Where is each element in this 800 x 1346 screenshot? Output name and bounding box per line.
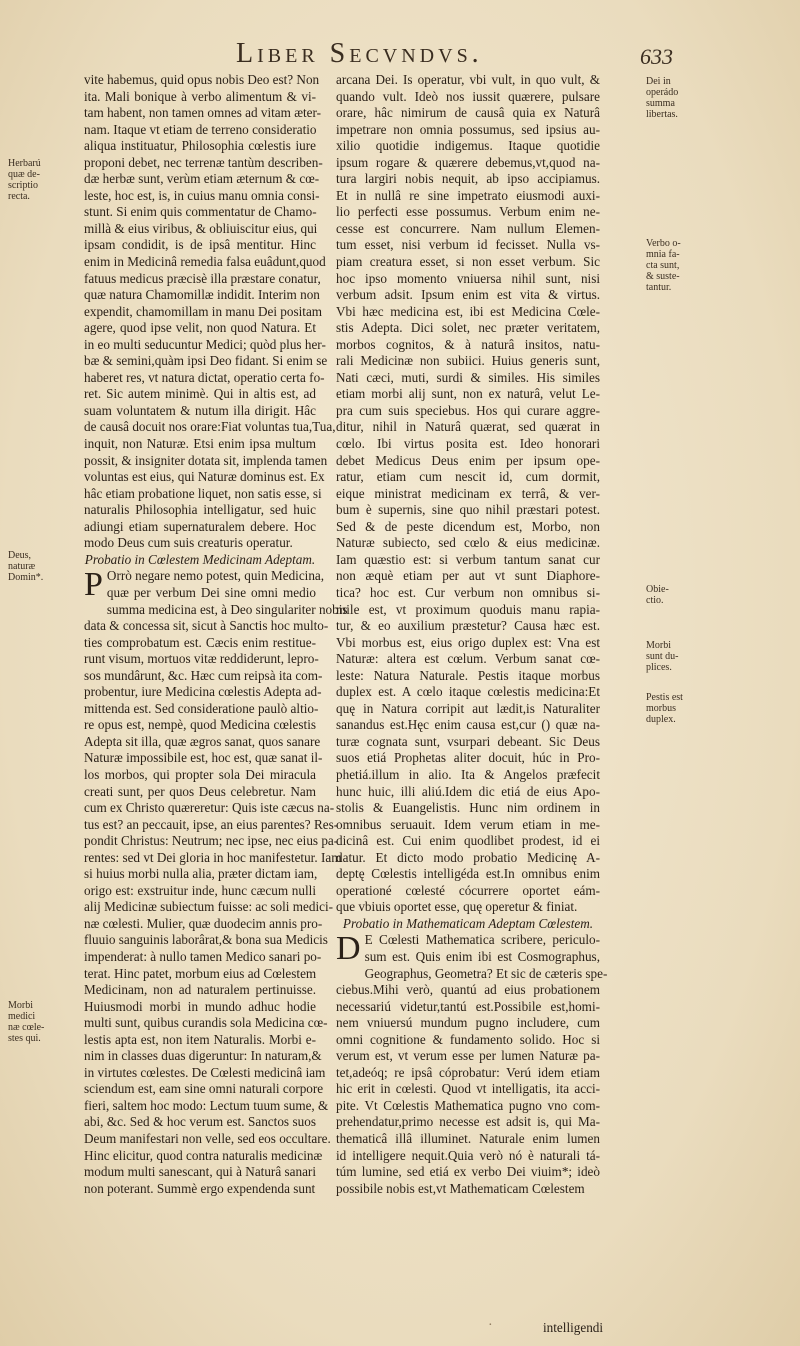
text-line: suos etiá Prophetas aliter docuit, húc in Pro- (336, 750, 600, 766)
text-line: ipsum rogare & quærere debemus,vt,quod na- (336, 154, 600, 170)
margin-note-line: tantur. (646, 282, 672, 293)
text-line: Naturæ: altera est cœlum. Verbum sanat cœ- (336, 651, 600, 667)
text-line: fluuio sanguinis laborârat,& bona sua Medicis (84, 932, 328, 948)
text-line: leste, hoc est, is, in cuius manu omnia consi- (84, 187, 320, 203)
text-line: turæ cognata sunt, vsurpari debeant. Sic Deus (336, 733, 600, 749)
text-line: deptę Cœlestis intelligéda est.In omnibus enim (336, 866, 600, 882)
text-line: hâc etiam probatione liquet, non satis esse, si (84, 485, 322, 501)
text-line: tura largiri nobis nequit, ab ipso accipiamus. (336, 171, 600, 187)
margin-note-line: ctio. (646, 595, 664, 606)
text-line: adiungi etiam supernaturalem debere. Hoc (84, 518, 316, 534)
text-line: Vbi morbus est, eius origo duplex est: Vna est (336, 634, 600, 650)
margin-note-line: cta sunt, (646, 260, 680, 271)
text-line: vite habemus, quid opus nobis Deo est? Non (84, 72, 320, 87)
margin-note-deus (8, 550, 78, 583)
text-line: Sed & de peste dicendum est, Morbo, non (336, 518, 600, 534)
text-line: de causâ docuit nos orare:Fiat voluntas tua,Tua, (84, 419, 336, 435)
text-line: sos mundârunt, &c. Hæc cum reipsà ita com- (84, 667, 323, 683)
text-line: Huiusmodi morbi in mundo adhuc hodie (84, 998, 316, 1014)
text-line: etiam morbi alij sunt, non ex naturâ, velut Le- (336, 386, 600, 402)
text-line: inquit, non Naturæ. Etsi enim ipsa multum (84, 436, 316, 452)
margin-note-line: operádo (646, 87, 679, 98)
text-line: fieri, saltem hoc modo: Lectum tuum sume, & (84, 1097, 329, 1113)
margin-note-line: Morbi (8, 1000, 33, 1011)
margin-note-line: mnia fa- (646, 249, 680, 260)
text-line: omnibus seruauit. Idem verum etiam in me- (336, 816, 600, 832)
text-line: summa medicina est, à Deo singulariter nobis (106, 601, 348, 617)
text-line: stolis & Euangelistis. Hunc nim ordinem in (336, 800, 600, 816)
text-line: modo Deus cum suis creaturis operatur. (84, 535, 293, 551)
text-line: creati sunt, per quos Deus celebretur. Nam (84, 783, 316, 799)
text-line: in eo multi seducuntur Medici; quòd plus her- (84, 336, 326, 352)
text-line: arcana Dei. Is operatur, vbi vult, in quo vult, & (336, 72, 600, 87)
text-line: piam creatura esset, si non esset verbum. Sic (336, 254, 600, 270)
text-line: multi sunt, quibus curandis sola Medicina cœ- (84, 1015, 328, 1031)
margin-note-line: quæ de- (8, 169, 40, 180)
drop-cap: P (84, 566, 103, 604)
text-line: ita. Mali bonique à verbo alimentum & vi- (84, 88, 316, 104)
margin-note-line: Domin*. (8, 572, 44, 583)
text-line: Adepta sit illa, quæ ægros sanat, quos sanare (84, 733, 321, 749)
text-line: re opus est, nempè, quod Medicina cœlestis (84, 717, 316, 733)
text-line: terat. Hinc patet, morbum eius ad Cœlestem (84, 965, 317, 981)
text-line: cum ex Christo quæreretur: Quis iste cæcus na- (84, 800, 335, 816)
text-line: lestis apta est, non item Naturalis. Morbi e- (84, 1031, 316, 1047)
margin-note-line: plices. (646, 662, 672, 673)
text-line: sum est. Quis enim ibi est Cosmographus, (364, 948, 600, 964)
text-line: ret. Sic autem minimè. Qui in altis est, ad (84, 386, 316, 402)
margin-note-line: scriptio (8, 180, 38, 191)
margin-note-line: duplex. (646, 714, 676, 725)
text-line: ipsam condidit, is de ipsâ mentitur. Hinc (84, 237, 316, 253)
text-line: non æquè etiam per aut vt sunt Diaphore- (336, 568, 600, 584)
text-line: haberet res, vt natura dictat, operatio certa fo- (84, 369, 325, 385)
margin-note-line: medici (8, 1011, 36, 1022)
margin-note-line: Herbarú (8, 158, 41, 169)
margin-note-line: Morbi (646, 640, 671, 651)
left-text-column (84, 72, 348, 1197)
right-text-column (336, 72, 608, 1197)
margin-note-line: Dei in (646, 76, 671, 87)
text-line: orare, hâc nimirum de causâ quia ex Naturâ (336, 105, 600, 121)
margin-note-line: Deus, (8, 550, 32, 561)
text-line: suam voluntatem & nutum illa dirigit. Hâc (84, 402, 316, 418)
text-line: morbos cognitos, & à naturâ insitos, natu- (336, 336, 600, 352)
text-line: quę in Natura corripit aut lædit,is Naturaliter (336, 700, 600, 716)
running-head: Liber Secvndvs. (236, 38, 483, 69)
text-line: enim in Medicinâ remedia falsa euâdunt,quod (84, 254, 326, 270)
text-line: pite. Vt Cœlestis Mathematica pugno vno com- (336, 1097, 600, 1113)
text-line: næ cœlesti. Mulier, quæ duodecim annis pro- (84, 915, 323, 931)
margin-note-line: Obie- (646, 584, 669, 595)
margin-note-line: morbus (646, 703, 676, 714)
text-line: que vbiuis oportet esse, quę operetur & finiat. (336, 899, 578, 915)
text-line: fatuus medicus præcisè illa præstare conatur, (84, 270, 321, 286)
text-line: data & concessa sit, sicut à Sanctis hoc multo- (84, 618, 329, 634)
text-line: necessariú videtur,tantú est.Possibile est,homi- (336, 998, 600, 1014)
text-line: Naturæ impossibile est, hoc est, quæ sanat il- (84, 750, 323, 766)
text-line: D E Cœlesti Mathematica scribere, periculo- (336, 930, 600, 968)
text-line: hic erit in cœlesti. Quod vt intelligatis, ita acci- (336, 1081, 600, 1097)
margin-note-dei (646, 76, 716, 120)
page-header (0, 38, 800, 74)
text-line: non poterant. Summè ergo expendenda sunt (84, 1180, 316, 1196)
margin-note-line: næ cœle- (8, 1022, 45, 1033)
text-line: possibile nobis est,vt Mathematicam Cœlestem (336, 1180, 585, 1196)
section-heading: Probatio in Cœlestem Medicinam Adeptam. (84, 551, 316, 567)
text-line: los morbos, qui propter sola Dei miracula (84, 766, 316, 782)
margin-note-obiectio (646, 584, 716, 606)
text-line: tet,adeóq; re ipsâ cóprobatur: Verú idem etiam (336, 1064, 600, 1080)
margin-note-line: summa (646, 98, 675, 109)
text-line: ratur, etiam cum nescit id, cum dormit, (336, 469, 600, 485)
text-line: Hinc elicitur, quod contra naturalis medicinæ (84, 1147, 323, 1163)
text-line: probentur, iure Medicina cœlestis Adepta ad- (84, 684, 322, 700)
text-line: phetiá.illum in alio. Ita & Angelos præfecit (336, 766, 600, 782)
text-line: leste: Natura Naturale. Pestis itaque morbus (336, 667, 600, 683)
text-line: dicinâ est. Cui enim quodlibet prodest, id ei (336, 833, 600, 849)
margin-note-verbo (646, 238, 716, 293)
margin-note-morbi (8, 1000, 78, 1044)
margin-note-line: Verbo o- (646, 238, 681, 249)
margin-note-herbarum (8, 158, 78, 202)
text-line: P Orrò negare nemo potest, quin Medicina, (84, 566, 325, 604)
text-line: possit, & insigniter dotata sit, implenda tamen (84, 452, 328, 468)
text-line: duplex est. A cœlo itaque cœlestis medicina:Et (336, 684, 600, 700)
text-line: bæ & semini,quàm ipsi Deo fidant. Si enim se (84, 353, 328, 369)
margin-note-pestis (646, 692, 716, 725)
text-line: cœlo. Ibi virtus posita est. Ideo honorari (336, 436, 600, 452)
text-line: alij Medicinæ subiectum fuisse: ac soli medici- (84, 899, 334, 915)
text-line: nam. Itaque vt etiam de terreno consideratio (84, 121, 317, 137)
text-line: omni cognitione & fundamento solido. Hoc si (336, 1031, 600, 1047)
text-line: ciebus.Mihi verò, quantú ad eius probationem (336, 982, 600, 998)
text-line: rentes: sed vt Dei gloria in hoc manifestetur. Iam (84, 849, 342, 865)
margin-note-line: naturæ (8, 561, 36, 572)
text-line: id intelligere nequit.Quia verò nó è naturali tá- (336, 1147, 600, 1163)
text-line: Vbi hæc medicina est, ibi est Medicina Cœle- (336, 303, 600, 319)
text-line: voluntas est eius, qui Naturæ dominus est. Ex (84, 469, 325, 485)
text-line: naturalis Philosophia intelligatur, sed huic (84, 502, 316, 518)
text-line: origo est: exstruitur inde, hunc cæcum nulli (84, 882, 316, 898)
text-line: tica? hoc est. Cur verbum non omnibus si- (336, 584, 600, 600)
text-line: Nati cæci, muti, surdi & similes. His similes (336, 369, 600, 385)
text-line: prehendatur,primo necesse est adsit is, qui Ma- (336, 1114, 600, 1130)
text-line: ties comprobatum est. Cæcis enim restitue- (84, 634, 316, 650)
text-line: dæ herbæ sunt, verùm etiam æternum & cœ- (84, 171, 320, 187)
text-line: operationé cœlesté cócurrere oportet eám- (336, 882, 600, 898)
text-line: modum multi sanescant, qui à Naturâ sanari (84, 1164, 316, 1180)
margin-note-morbi-duplices (646, 640, 716, 673)
text-line: proponi debet, nec terrenæ tantùm describen- (84, 154, 323, 170)
text-line: bum è supernis, sine quo nihil præstari potest. (336, 502, 600, 518)
text-line: datur. Et dicto modo probatio Medicinę A- (336, 849, 600, 865)
text-line: quando vult. Ideò nos iussit quærere, pulsare (336, 88, 600, 104)
text-line: Naturæ subiecto, sed cœlo & eius medicinæ. (336, 535, 600, 551)
text-line: pra cum suis speciebus. Hos qui curare aggre- (336, 402, 600, 418)
text-line: xilio quotidie indigemus. Itaque quotidie (336, 138, 600, 154)
text-line: verum est, vt verum esse per lumen Naturæ pa- (336, 1048, 600, 1064)
text-line: millà & eius viribus, & obliuiscitur eius, qui (84, 220, 318, 236)
text-line: Iam quæstio est: si verbum tantum sanat cur (336, 551, 600, 567)
margin-note-line: Pestis est (646, 692, 683, 703)
text-line: Deum manifestari non velle, sed eos occultare. (84, 1131, 331, 1146)
text-line: Et in nullâ re sine impetrato eiusmodi auxi- (336, 187, 600, 203)
text-line: rali Medicinæ non subiici. Huius generis sunt, (336, 353, 600, 369)
text-line: nim in classes duas digeruntur: In naturam,& (84, 1048, 322, 1064)
text-line: impetrare non omnia possumus, sed ipsius au- (336, 121, 600, 137)
text-line: verbum adsit. Ipsum enim est vita & virtus. (336, 287, 600, 303)
text-line: eique ministrat medicinam ex terrâ, & ver- (336, 485, 600, 501)
ink-speck: · (488, 1318, 493, 1333)
text-line: sciendum est, eam sine omni naturali corpore (84, 1081, 324, 1097)
margin-note-line: libertas. (646, 109, 678, 120)
margin-note-line: recta. (8, 191, 30, 202)
text-line: tam habent, non tamen omnes ad vitam æter- (84, 105, 322, 121)
text-line: hunc huic, illi aliú.Idem dic etiá de eius Apo- (336, 783, 600, 799)
margin-note-line: sunt du- (646, 651, 679, 662)
text-line: mittenda est. Sed consideratione paulò altio- (84, 700, 319, 716)
text-line: tur, & eo auxilium præstetur? Causa hæc est. (336, 618, 600, 634)
text-line: agere, quod ipse velit, non quod Natura. Et (84, 320, 316, 336)
text-line: tus est? an peccauit, ipse, an eius parentes? Res- (84, 816, 339, 832)
text-line: runt visum, mortuos vitæ reddiderunt, lepro- (84, 651, 319, 667)
text-line: pondit Christus: Neutrum; nec ipse, nec eius pa- (84, 833, 339, 849)
text-line: si huius morbi nulla alia, præter dictam iam, (84, 866, 318, 882)
catchword: intelligendi (543, 1320, 604, 1335)
text-line: túm lumine, sed etiá ex verbo Dei viuim*; ideò (336, 1164, 600, 1180)
text-line: stunt. Si enim quis commentatur de Chamo- (84, 204, 317, 220)
text-line: thematicâ illâ illuminet. Naturale enim lumen (336, 1131, 600, 1146)
text-line: aliqua instituatur, Philosophia cœlestis iure (84, 138, 316, 154)
section-heading: Probatio in Mathematicam Adeptam Cœlestem. (342, 915, 594, 931)
text-line: hoc ipso momento vniuersa nihil sunt, nisi (336, 270, 600, 286)
margin-note-line: & suste- (646, 271, 680, 282)
margin-note-line: stes qui. (8, 1033, 41, 1044)
text-line: quæ per verbum Dei sine omni medio (106, 584, 316, 600)
page-number: 633 (640, 44, 673, 69)
text-line: nem vniuersú mundum pugno includere, cum (336, 1015, 600, 1031)
text-line: ditur, nihil in Naturâ quærat, sed quærat in (336, 419, 600, 435)
text-line: abi, &c. Sed & hoc verum est. Sanctos suos (84, 1114, 316, 1130)
text-line: sanandus est.Hęc enim causa est,cur () quæ na- (336, 717, 600, 733)
drop-cap: D (336, 930, 361, 968)
text-line: in virtutes cœlestes. De Cœlesti medicinâ iam (84, 1064, 326, 1080)
text-line: stis Adepta. Dici solet, nec præter veritatem, (336, 320, 600, 336)
text-line: mile est, vt proximum quoduis manu rapia- (336, 601, 600, 617)
text-line: lio perfecti esse possumus. Verbum enim ne- (336, 204, 600, 220)
text-line: Medicinam, non ad naturalem pertinuisse. (84, 982, 316, 998)
text-line: expendit, chamomillam in manu Dei positam (84, 303, 323, 319)
text-line: quæ natura Chamomillæ indidit. Interim non (84, 287, 320, 303)
text-line: debet Medicus Deus enim per ipsum ope- (336, 452, 600, 468)
text-line: impenderat: à nullo tamen Medico sanari po- (84, 948, 322, 964)
text-line: Geographus, Geometra? Et sic de cæteris spe- (364, 965, 608, 981)
text-line: cesse est concurrere. Nam nullum Elemen- (336, 220, 600, 236)
text-line: tum esset, nisi verbum id fecisset. Nulla vs- (336, 237, 600, 253)
